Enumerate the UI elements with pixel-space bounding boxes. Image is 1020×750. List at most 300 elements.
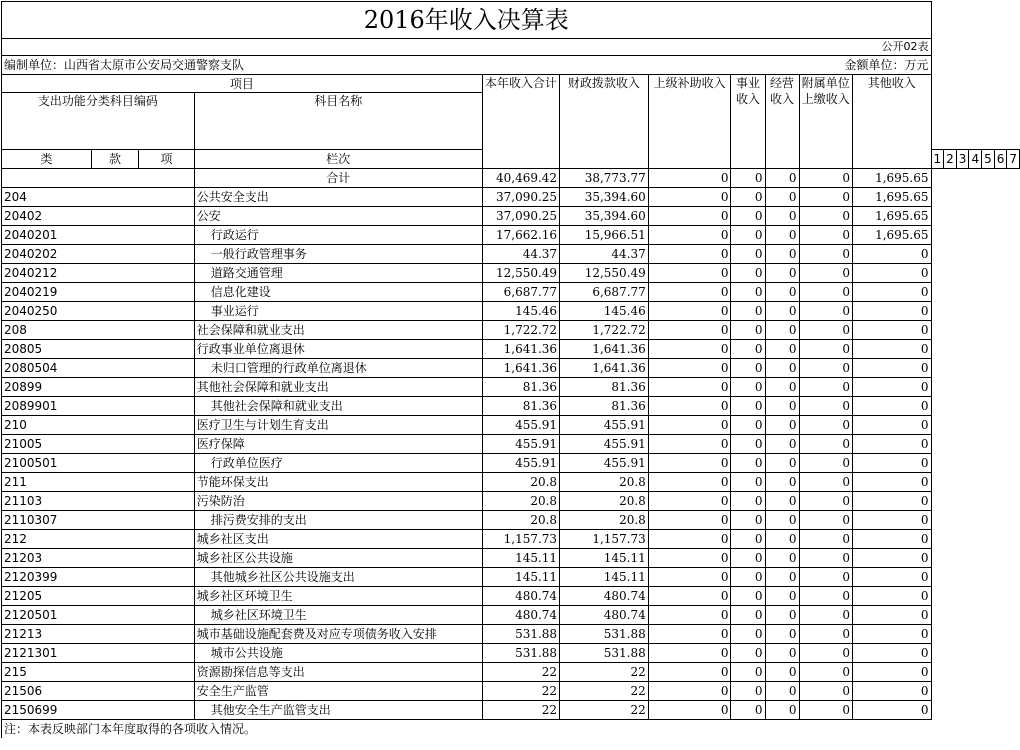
value-col-3: 0 — [648, 207, 731, 226]
value-col-1: 455.91 — [482, 416, 559, 435]
subject-name: 医疗卫生与计划生育支出 — [194, 416, 482, 435]
subject-name: 行政运行 — [194, 226, 482, 245]
value-col-3: 0 — [648, 530, 731, 549]
value-col-4: 0 — [731, 226, 765, 245]
table-row — [2, 283, 1020, 302]
value-col-4: 0 — [731, 530, 765, 549]
value-col-4: 0 — [731, 340, 765, 359]
value-col-6: 0 — [799, 644, 852, 663]
value-col-3: 0 — [648, 454, 731, 473]
value-col-7: 0 — [853, 454, 932, 473]
table-row — [2, 587, 1020, 606]
income-table — [1, 1, 1020, 738]
subject-name: 城乡社区公共设施 — [194, 549, 482, 568]
value-col-3: 0 — [648, 663, 731, 682]
value-col-6: 0 — [799, 701, 852, 720]
value-col-5: 0 — [765, 625, 799, 644]
table-row — [2, 644, 1020, 663]
value-col-4: 0 — [731, 359, 765, 378]
subject-code: 212 — [2, 530, 195, 549]
value-col-1: 531.88 — [482, 644, 559, 663]
value-col-4: 0 — [731, 302, 765, 321]
header-subject-name: 科目名称 — [194, 93, 482, 150]
value-col-1: 81.36 — [482, 378, 559, 397]
subject-name: 医疗保障 — [194, 435, 482, 454]
value-col-6: 0 — [799, 549, 852, 568]
value-col-1: 1,157.73 — [482, 530, 559, 549]
subject-name: 社会保障和就业支出 — [194, 321, 482, 340]
subject-name: 事业运行 — [194, 302, 482, 321]
value-col-7: 1,695.65 — [853, 207, 932, 226]
value-col-1: 1,641.36 — [482, 359, 559, 378]
compiling-unit: 编制单位：山西省太原市公安局交通警察支队 — [2, 56, 800, 75]
value-col-4: 0 — [731, 207, 765, 226]
value-col-1: 1,641.36 — [482, 340, 559, 359]
value-col-6: 0 — [799, 207, 852, 226]
subject-code: 2120501 — [2, 606, 195, 625]
table-row — [2, 530, 1020, 549]
header-col-6: 附属单位上缴收入 — [799, 75, 852, 169]
header-lanci: 栏次 — [194, 150, 482, 169]
total-value-col-1: 40,469.42 — [482, 169, 559, 188]
value-col-6: 0 — [799, 606, 852, 625]
value-col-3: 0 — [648, 245, 731, 264]
page-title: 2016年收入决算表 — [2, 2, 932, 39]
value-col-6: 0 — [799, 302, 852, 321]
value-col-6: 0 — [799, 454, 852, 473]
subject-code: 2040202 — [2, 245, 195, 264]
value-col-7: 0 — [853, 492, 932, 511]
value-col-2: 1,157.73 — [560, 530, 649, 549]
value-col-3: 0 — [648, 378, 731, 397]
subject-code: 2150699 — [2, 701, 195, 720]
table-row — [2, 663, 1020, 682]
value-col-4: 0 — [731, 473, 765, 492]
value-col-5: 0 — [765, 397, 799, 416]
value-col-7: 1,695.65 — [853, 226, 932, 245]
subject-name: 未归口管理的行政单位离退休 — [194, 359, 482, 378]
value-col-6: 0 — [799, 226, 852, 245]
header-xiang: 项 — [139, 150, 195, 169]
subject-code: 211 — [2, 473, 195, 492]
value-col-4: 0 — [731, 492, 765, 511]
total-value-col-7: 1,695.65 — [853, 169, 932, 188]
column-number-5: 5 — [982, 150, 995, 169]
value-col-7: 0 — [853, 416, 932, 435]
value-col-6: 0 — [799, 378, 852, 397]
subject-code: 2120399 — [2, 568, 195, 587]
header-col-7: 其他收入 — [853, 75, 932, 169]
value-col-7: 0 — [853, 549, 932, 568]
value-col-7: 0 — [853, 511, 932, 530]
subject-code: 21203 — [2, 549, 195, 568]
value-col-5: 0 — [765, 207, 799, 226]
value-col-7: 0 — [853, 701, 932, 720]
value-col-2: 44.37 — [560, 245, 649, 264]
subject-code: 20805 — [2, 340, 195, 359]
subject-code: 2100501 — [2, 454, 195, 473]
value-col-3: 0 — [648, 359, 731, 378]
table-row — [2, 378, 1020, 397]
value-col-4: 0 — [731, 663, 765, 682]
value-col-6: 0 — [799, 283, 852, 302]
value-col-1: 20.8 — [482, 492, 559, 511]
header-col-5: 经营收入 — [765, 75, 799, 169]
subject-name: 城乡社区支出 — [194, 530, 482, 549]
value-col-7: 0 — [853, 283, 932, 302]
table-row — [2, 359, 1020, 378]
total-value-col-3: 0 — [648, 169, 731, 188]
value-col-4: 0 — [731, 416, 765, 435]
value-col-3: 0 — [648, 416, 731, 435]
column-number-2: 2 — [944, 150, 957, 169]
value-col-6: 0 — [799, 321, 852, 340]
total-value-col-4: 0 — [731, 169, 765, 188]
value-col-3: 0 — [648, 264, 731, 283]
subject-name: 公共安全支出 — [194, 188, 482, 207]
value-col-4: 0 — [731, 245, 765, 264]
value-col-4: 0 — [731, 625, 765, 644]
value-col-6: 0 — [799, 188, 852, 207]
value-col-3: 0 — [648, 625, 731, 644]
value-col-4: 0 — [731, 283, 765, 302]
value-col-3: 0 — [648, 587, 731, 606]
value-col-4: 0 — [731, 378, 765, 397]
value-col-1: 480.74 — [482, 587, 559, 606]
column-number-4: 4 — [969, 150, 982, 169]
table-row — [2, 549, 1020, 568]
value-col-7: 0 — [853, 473, 932, 492]
value-col-3: 0 — [648, 283, 731, 302]
form-number: 公开02表 — [2, 39, 932, 56]
value-col-3: 0 — [648, 473, 731, 492]
value-col-7: 0 — [853, 587, 932, 606]
value-col-6: 0 — [799, 416, 852, 435]
value-col-7: 0 — [853, 644, 932, 663]
subject-code: 21205 — [2, 587, 195, 606]
value-col-2: 480.74 — [560, 606, 649, 625]
value-col-3: 0 — [648, 226, 731, 245]
column-number-6: 6 — [994, 150, 1007, 169]
value-col-1: 22 — [482, 663, 559, 682]
value-col-5: 0 — [765, 321, 799, 340]
value-col-6: 0 — [799, 359, 852, 378]
value-col-5: 0 — [765, 511, 799, 530]
value-col-6: 0 — [799, 492, 852, 511]
value-col-5: 0 — [765, 644, 799, 663]
subject-name: 城市公共设施 — [194, 644, 482, 663]
value-col-7: 0 — [853, 302, 932, 321]
subject-code: 2089901 — [2, 397, 195, 416]
value-col-7: 0 — [853, 530, 932, 549]
value-col-6: 0 — [799, 473, 852, 492]
table-row — [2, 207, 1020, 226]
value-col-2: 531.88 — [560, 644, 649, 663]
value-col-2: 20.8 — [560, 511, 649, 530]
value-col-2: 15,966.51 — [560, 226, 649, 245]
value-col-3: 0 — [648, 492, 731, 511]
total-value-col-5: 0 — [765, 169, 799, 188]
value-col-7: 0 — [853, 378, 932, 397]
value-col-1: 37,090.25 — [482, 207, 559, 226]
subject-code: 208 — [2, 321, 195, 340]
subject-name: 其他城乡社区公共设施支出 — [194, 568, 482, 587]
value-col-3: 0 — [648, 701, 731, 720]
value-col-2: 480.74 — [560, 587, 649, 606]
value-col-5: 0 — [765, 226, 799, 245]
subject-name: 信息化建设 — [194, 283, 482, 302]
header-code-group: 支出功能分类科目编码 — [2, 93, 195, 150]
subject-code: 2040219 — [2, 283, 195, 302]
value-col-6: 0 — [799, 245, 852, 264]
value-col-1: 480.74 — [482, 606, 559, 625]
value-col-3: 0 — [648, 568, 731, 587]
column-number-3: 3 — [956, 150, 969, 169]
subject-name: 城市基础设施配套费及对应专项债务收入安排 — [194, 625, 482, 644]
value-col-2: 81.36 — [560, 378, 649, 397]
value-col-2: 1,641.36 — [560, 340, 649, 359]
subject-name: 安全生产监管 — [194, 682, 482, 701]
value-col-4: 0 — [731, 435, 765, 454]
value-col-4: 0 — [731, 568, 765, 587]
header-col-2: 财政拨款收入 — [560, 75, 649, 169]
table-row — [2, 682, 1020, 701]
value-col-3: 0 — [648, 511, 731, 530]
header-col-1: 本年收入合计 — [482, 75, 559, 169]
subject-code: 215 — [2, 663, 195, 682]
table-row — [2, 264, 1020, 283]
subject-name: 资源勘探信息等支出 — [194, 663, 482, 682]
value-col-6: 0 — [799, 435, 852, 454]
value-col-2: 20.8 — [560, 473, 649, 492]
value-col-5: 0 — [765, 473, 799, 492]
subject-name: 节能环保支出 — [194, 473, 482, 492]
value-col-7: 0 — [853, 663, 932, 682]
value-col-5: 0 — [765, 530, 799, 549]
value-col-4: 0 — [731, 321, 765, 340]
value-col-6: 0 — [799, 264, 852, 283]
value-col-7: 0 — [853, 625, 932, 644]
value-col-7: 0 — [853, 359, 932, 378]
value-col-5: 0 — [765, 587, 799, 606]
value-col-5: 0 — [765, 302, 799, 321]
value-col-1: 20.8 — [482, 473, 559, 492]
value-col-4: 0 — [731, 549, 765, 568]
value-col-1: 44.37 — [482, 245, 559, 264]
value-col-3: 0 — [648, 340, 731, 359]
value-col-5: 0 — [765, 492, 799, 511]
table-row — [2, 435, 1020, 454]
value-col-1: 12,550.49 — [482, 264, 559, 283]
value-col-4: 0 — [731, 397, 765, 416]
subject-name: 行政事业单位离退休 — [194, 340, 482, 359]
subject-name: 其他社会保障和就业支出 — [194, 378, 482, 397]
value-col-3: 0 — [648, 321, 731, 340]
value-col-1: 145.11 — [482, 549, 559, 568]
value-col-7: 0 — [853, 245, 932, 264]
value-col-5: 0 — [765, 454, 799, 473]
table-row — [2, 397, 1020, 416]
value-col-4: 0 — [731, 587, 765, 606]
value-col-5: 0 — [765, 435, 799, 454]
subject-code: 21005 — [2, 435, 195, 454]
value-col-7: 0 — [853, 321, 932, 340]
value-col-2: 145.11 — [560, 549, 649, 568]
value-col-3: 0 — [648, 549, 731, 568]
subject-code: 2040212 — [2, 264, 195, 283]
value-col-1: 455.91 — [482, 435, 559, 454]
value-col-2: 81.36 — [560, 397, 649, 416]
header-kuan: 款 — [91, 150, 138, 169]
value-col-5: 0 — [765, 606, 799, 625]
subject-code: 2121301 — [2, 644, 195, 663]
value-col-4: 0 — [731, 701, 765, 720]
value-col-1: 22 — [482, 701, 559, 720]
amount-unit: 金额单位：万元 — [799, 56, 931, 75]
value-col-5: 0 — [765, 701, 799, 720]
value-col-5: 0 — [765, 359, 799, 378]
value-col-5: 0 — [765, 283, 799, 302]
value-col-2: 12,550.49 — [560, 264, 649, 283]
value-col-1: 17,662.16 — [482, 226, 559, 245]
column-number-7: 7 — [1007, 150, 1020, 169]
value-col-1: 145.46 — [482, 302, 559, 321]
subject-code: 20402 — [2, 207, 195, 226]
header-col-4: 事业收入 — [731, 75, 765, 169]
value-col-1: 20.8 — [482, 511, 559, 530]
value-col-1: 81.36 — [482, 397, 559, 416]
value-col-6: 0 — [799, 682, 852, 701]
subject-code: 204 — [2, 188, 195, 207]
value-col-2: 1,641.36 — [560, 359, 649, 378]
note-row — [2, 720, 1020, 739]
table-row — [2, 701, 1020, 720]
column-number-1: 1 — [931, 150, 944, 169]
header-lei: 类 — [2, 150, 92, 169]
subject-code: 2110307 — [2, 511, 195, 530]
table-row — [2, 321, 1020, 340]
value-col-2: 22 — [560, 701, 649, 720]
value-col-3: 0 — [648, 397, 731, 416]
value-col-1: 6,687.77 — [482, 283, 559, 302]
value-col-4: 0 — [731, 644, 765, 663]
value-col-2: 455.91 — [560, 454, 649, 473]
table-row — [2, 188, 1020, 207]
value-col-7: 1,695.65 — [853, 188, 932, 207]
value-col-4: 0 — [731, 511, 765, 530]
value-col-4: 0 — [731, 606, 765, 625]
value-col-1: 145.11 — [482, 568, 559, 587]
value-col-3: 0 — [648, 606, 731, 625]
value-col-5: 0 — [765, 663, 799, 682]
value-col-6: 0 — [799, 663, 852, 682]
value-col-3: 0 — [648, 188, 731, 207]
value-col-5: 0 — [765, 682, 799, 701]
value-col-2: 20.8 — [560, 492, 649, 511]
value-col-7: 0 — [853, 264, 932, 283]
value-col-2: 6,687.77 — [560, 283, 649, 302]
subject-code: 210 — [2, 416, 195, 435]
total-value-col-6: 0 — [799, 169, 852, 188]
value-col-2: 145.46 — [560, 302, 649, 321]
value-col-4: 0 — [731, 264, 765, 283]
value-col-7: 0 — [853, 340, 932, 359]
value-col-5: 0 — [765, 568, 799, 587]
total-value-col-2: 38,773.77 — [560, 169, 649, 188]
subject-name: 其他社会保障和就业支出 — [194, 397, 482, 416]
value-col-1: 37,090.25 — [482, 188, 559, 207]
table-row — [2, 302, 1020, 321]
table-row — [2, 606, 1020, 625]
table-row — [2, 416, 1020, 435]
value-col-3: 0 — [648, 644, 731, 663]
value-col-6: 0 — [799, 587, 852, 606]
value-col-2: 455.91 — [560, 435, 649, 454]
subject-name: 其他安全生产监管支出 — [194, 701, 482, 720]
value-col-5: 0 — [765, 188, 799, 207]
value-col-7: 0 — [853, 397, 932, 416]
value-col-7: 0 — [853, 435, 932, 454]
subject-code: 21103 — [2, 492, 195, 511]
table-row — [2, 568, 1020, 587]
colnum-blank — [2, 169, 195, 188]
table-row — [2, 625, 1020, 644]
table-row — [2, 473, 1020, 492]
table-row — [2, 511, 1020, 530]
subject-code: 2040250 — [2, 302, 195, 321]
subject-name: 城乡社区环境卫生 — [194, 606, 482, 625]
value-col-6: 0 — [799, 397, 852, 416]
value-col-2: 455.91 — [560, 416, 649, 435]
subject-code: 20899 — [2, 378, 195, 397]
value-col-2: 22 — [560, 663, 649, 682]
header-item: 项目 — [2, 75, 483, 93]
value-col-5: 0 — [765, 264, 799, 283]
value-col-6: 0 — [799, 340, 852, 359]
subject-name: 污染防治 — [194, 492, 482, 511]
value-col-5: 0 — [765, 416, 799, 435]
total-label: 合计 — [194, 169, 482, 188]
value-col-5: 0 — [765, 340, 799, 359]
value-col-3: 0 — [648, 302, 731, 321]
value-col-3: 0 — [648, 682, 731, 701]
value-col-1: 455.91 — [482, 454, 559, 473]
value-col-1: 531.88 — [482, 625, 559, 644]
value-col-2: 22 — [560, 682, 649, 701]
subject-code: 2080504 — [2, 359, 195, 378]
value-col-3: 0 — [648, 435, 731, 454]
value-col-6: 0 — [799, 568, 852, 587]
table-row — [2, 492, 1020, 511]
value-col-2: 35,394.60 — [560, 188, 649, 207]
value-col-7: 0 — [853, 682, 932, 701]
value-col-5: 0 — [765, 549, 799, 568]
subject-name: 行政单位医疗 — [194, 454, 482, 473]
value-col-6: 0 — [799, 625, 852, 644]
value-col-6: 0 — [799, 511, 852, 530]
table-row — [2, 245, 1020, 264]
value-col-4: 0 — [731, 454, 765, 473]
value-col-2: 145.11 — [560, 568, 649, 587]
value-col-4: 0 — [731, 682, 765, 701]
value-col-6: 0 — [799, 530, 852, 549]
subject-name: 一般行政管理事务 — [194, 245, 482, 264]
subject-name: 排污费安排的支出 — [194, 511, 482, 530]
header-col-3: 上级补助收入 — [648, 75, 731, 169]
value-col-5: 0 — [765, 378, 799, 397]
table-row — [2, 454, 1020, 473]
value-col-5: 0 — [765, 245, 799, 264]
